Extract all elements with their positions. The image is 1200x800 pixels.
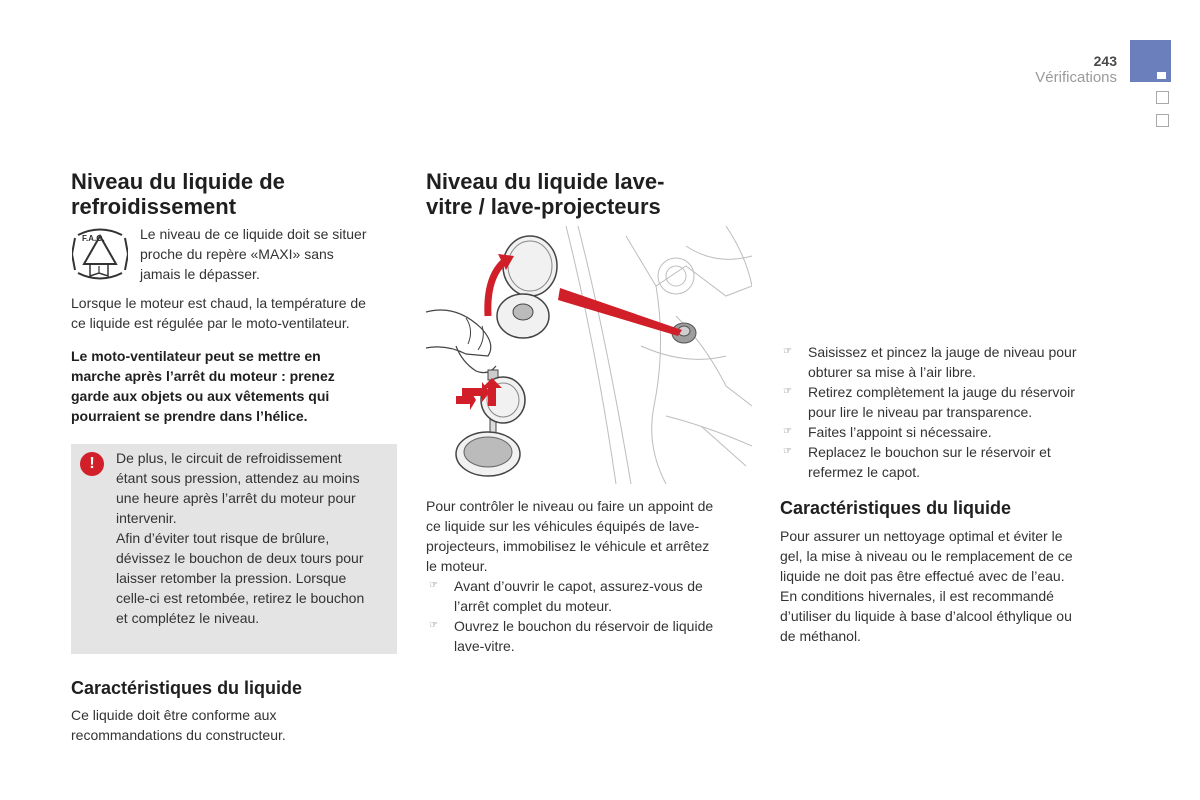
list-item: ☞ Avant d’ouvrir le capot, assurez-vous de l’arrêt complet du moteur. (429, 578, 703, 614)
list-item: ☞ Replacez le bouchon sur le réservoir et refermez le capot. (783, 444, 1051, 480)
washer-intro-paragraph: Pour contrôler le niveau ou faire un appoint de ce liquide sur les véhicules équipés de lave- projecteurs, immobilisez le véhicule et arrêtez le moteur. (426, 498, 714, 574)
section-name: Vérifications (1035, 69, 1117, 86)
washer-steps-list (426, 576, 713, 656)
washer-title: Niveau du liquide lave- vitre / lave-projecteurs (426, 169, 665, 219)
coolant-paragraph: Lorsque le moteur est chaud, la température de ce liquide est régulée par le moto-ventilateur. (71, 295, 366, 331)
chapter-tab (1130, 40, 1171, 82)
coolant-title: Niveau du liquide de refroidissement (71, 169, 285, 219)
list-item: ☞ Retirez complètement la jauge du réservoir pour lire le niveau par transparence. (783, 384, 1075, 420)
dipstick-steps-list (780, 342, 1077, 482)
washer-characteristics-title: Caractéristiques du liquide (780, 498, 1012, 518)
pressure-warning-text: De plus, le circuit de refroidissement étant sous pression, attendez au moins une heure après l’arrêt du moteur pour intervenir. Afin d’éviter tout risque de brûlure, dévissez le bouchon de deux tours pour laisser retomber la pression. Lorsque celle-ci est retombée, retirez le bouchon et complétez le niveau. (116, 450, 365, 626)
coolant-intro: Le niveau de ce liquide doit se situer proche du repère «MAXI» sans jamais le dépasser. (140, 226, 367, 282)
coolant-characteristics-text: Ce liquide doit être conforme aux recommandations du constructeur. (71, 707, 286, 743)
exclamation-warning-icon: ! (80, 452, 104, 476)
list-item: ☞ Ouvrez le bouchon du réservoir de liquide lave-vitre. (429, 618, 714, 654)
page-number: 243 (1093, 53, 1117, 69)
chapter-tab-empty (1156, 114, 1169, 127)
list-item: ☞ Faites l’appoint si nécessaire. (783, 424, 992, 440)
washer-characteristics-text: Pour assurer un nettoyage optimal et éviter le gel, la mise à niveau ou le remplacement de ce liquide ne doit pas être effectué avec de l’eau. En conditions hivernales, il est recommandé d’utiliser du liquide à base d’alcool éthylique ou de méthanol. (780, 528, 1073, 644)
chapter-tab-empty (1156, 91, 1169, 104)
list-item: ☞ Saisissez et pincez la jauge de niveau pour obturer sa mise à l’air libre. (783, 344, 1077, 380)
hot-engine-warning-icon: F.A.O. (72, 226, 128, 282)
washer-reservoir-illustration (426, 226, 752, 484)
fan-warning-paragraph: Le moto-ventilateur peut se mettre en marche après l’arrêt du moteur : prenez garde aux objets ou aux vêtements qui pourraient se prendre dans l’hélice. (71, 348, 335, 424)
coolant-characteristics-title: Caractéristiques du liquide (71, 678, 303, 698)
